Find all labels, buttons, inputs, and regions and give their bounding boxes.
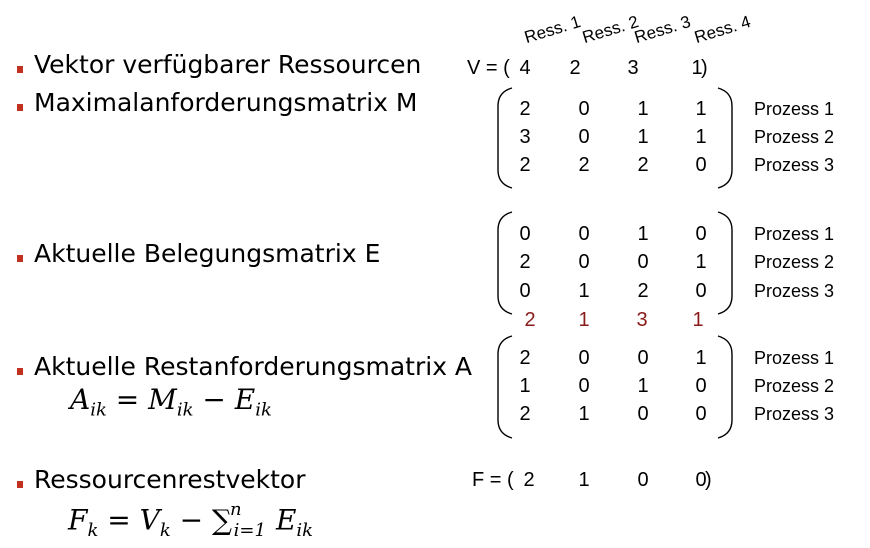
matrix-m-cell: 2 xyxy=(519,98,531,120)
bullet-rest-matrix: Aktuelle Restanforderungsmatrix A xyxy=(34,352,473,381)
formula-restanforderung: $A_{ik} = M_{ik} - E_{ik}$ xyxy=(70,383,272,421)
matrix-e-cell: 0 xyxy=(519,223,531,245)
vector-v-value: 2 xyxy=(569,57,581,79)
matrix-e-column-sum: 3 xyxy=(636,309,648,331)
matrix-e-row-label: Prozess 3 xyxy=(754,281,835,301)
resource-header-2: Ress. 2 xyxy=(580,12,641,48)
vector-v-suffix: ) xyxy=(701,57,708,79)
matrix-m-cell: 2 xyxy=(519,154,531,176)
matrix-e-cell: 1 xyxy=(637,223,649,245)
vector-f-value: 2 xyxy=(523,469,535,491)
matrix-m-row-label: Prozess 2 xyxy=(754,127,835,147)
matrix-e-cell: 2 xyxy=(519,251,531,273)
matrix-m-cell: 1 xyxy=(695,126,707,148)
resource-header-4: Ress. 4 xyxy=(692,12,753,48)
matrix-e-column-sum: 2 xyxy=(524,309,536,331)
matrix-e-row-label: Prozess 1 xyxy=(754,224,835,244)
matrix-a-cell: 0 xyxy=(637,403,649,425)
matrix-a-cell: 0 xyxy=(695,375,707,397)
matrix-e-row-label: Prozess 2 xyxy=(754,252,835,272)
matrix-m-cell: 0 xyxy=(578,98,590,120)
matrix-e-column-sum: 1 xyxy=(692,309,704,331)
vector-v-value: 3 xyxy=(627,57,639,79)
matrix-e-cell: 1 xyxy=(695,251,707,273)
matrix-a-cell: 0 xyxy=(578,375,590,397)
matrix-m-cell: 1 xyxy=(637,98,649,120)
matrix-m-cell: 3 xyxy=(519,126,531,148)
matrix-a-row-label: Prozess 1 xyxy=(754,348,835,368)
matrix-a-cell: 1 xyxy=(578,403,590,425)
formula-restvektor: $F_k = V_k - \sum^n_{i=1}$ $E_{ik}$ xyxy=(68,499,314,541)
matrix-e-cell: 0 xyxy=(578,251,590,273)
resource-header-3: Ress. 3 xyxy=(632,12,693,48)
matrix-m-row-label: Prozess 3 xyxy=(754,155,835,175)
matrix-m-cell: 2 xyxy=(637,154,649,176)
matrix-m-cell: 1 xyxy=(695,98,707,120)
matrix-e-cell: 0 xyxy=(695,280,707,302)
matrix-a-cell: 2 xyxy=(519,347,531,369)
vector-v-value: 1 xyxy=(691,57,703,79)
matrix-m-cell: 2 xyxy=(578,154,590,176)
vector-f-value: 1 xyxy=(578,469,590,491)
bullet-vector: Vektor verfügbarer Ressourcen xyxy=(34,50,422,79)
vector-v-value: 4 xyxy=(519,57,531,79)
matrix-e-cell: 0 xyxy=(695,223,707,245)
resource-header-1: Ress. 1 xyxy=(522,12,583,48)
matrix-m-row-label: Prozess 1 xyxy=(754,99,835,119)
matrix-e-column-sum: 1 xyxy=(578,309,590,331)
matrix-e-cell: 0 xyxy=(637,251,649,273)
matrix-a-cell: 0 xyxy=(695,403,707,425)
bullet-max-matrix: Maximalanforderungsmatrix M xyxy=(34,88,418,117)
matrix-m-cell: 0 xyxy=(578,126,590,148)
matrix-a-cell: 0 xyxy=(578,347,590,369)
matrix-m-cell: 0 xyxy=(695,154,707,176)
matrix-e-cell: 0 xyxy=(578,223,590,245)
matrix-e-cell: 0 xyxy=(519,280,531,302)
matrix-a-row-label: Prozess 2 xyxy=(754,376,835,396)
matrix-a-cell: 2 xyxy=(519,403,531,425)
matrix-a-row-label: Prozess 3 xyxy=(754,404,835,424)
vector-f-value: 0 xyxy=(637,469,649,491)
vector-f-prefix: F = ( xyxy=(472,469,514,491)
matrix-e-cell: 2 xyxy=(637,280,649,302)
matrix-a-cell: 1 xyxy=(695,347,707,369)
matrix-a-cell: 0 xyxy=(637,347,649,369)
bullet-rest-vector: Ressourcenrestvektor xyxy=(34,465,306,494)
matrix-m-cell: 1 xyxy=(637,126,649,148)
matrix-e-cell: 1 xyxy=(578,280,590,302)
vector-v-prefix: V = ( xyxy=(467,57,510,79)
vector-f-suffix: ) xyxy=(705,469,712,491)
matrix-a-cell: 1 xyxy=(519,375,531,397)
matrix-a-cell: 1 xyxy=(637,375,649,397)
bullet-alloc-matrix: Aktuelle Belegungsmatrix E xyxy=(34,239,381,268)
vector-f-value: 0 xyxy=(695,469,707,491)
